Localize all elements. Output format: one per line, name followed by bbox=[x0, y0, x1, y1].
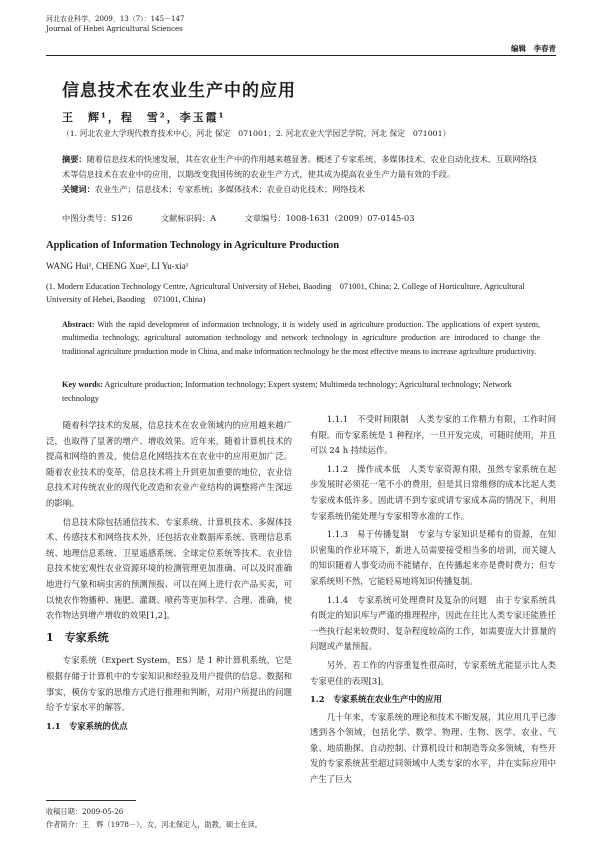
left-column bbox=[46, 418, 292, 736]
english-keywords bbox=[62, 378, 540, 406]
intro-paragraph-1: 随着科学技术的发展，信息技术在农业领域内的应用越来越广泛，也取得了显著的增产、增收效果。近年来，随着计算机技术的提高和网络的普及，使信息化网络技术在农业中的应用更加广泛。随着农业技术的变革，信息技术将上升到更加重要的地位，农业信息技术对传统农业的现代化改造和农业产业结构的调整将产生深远的影响。 bbox=[46, 420, 292, 508]
journal-citation: 河北农业科学，2009，13（7）：145－147 bbox=[46, 15, 185, 23]
english-keywords-label: Key words: bbox=[62, 380, 103, 389]
abstract-cn bbox=[62, 152, 540, 197]
author-list: 王 辉¹，程 雪²，李玉霞¹ bbox=[62, 111, 226, 124]
footnote bbox=[46, 800, 292, 831]
journal-english-name: Journal of Hebei Agricultural Sciences bbox=[46, 25, 183, 33]
paragraph-1-1-3: 1.1.3 易于传播复制 专家与专家知识是稀有的资源，在知识密集的作业环境下，新进人员需要接受相当多的培训，而关键人的知识随着人事变动而不能储存，在传播起来亦是费时费力；但专家系统则不然，它能轻易地将知识传播复制。 bbox=[310, 529, 556, 586]
editor-credit: 编辑 李春青 bbox=[511, 44, 556, 53]
abstract-cn-label: 摘要： bbox=[62, 154, 87, 164]
intro-paragraph-2: 信息技术除包括通信技术、专家系统、计算机技术、多媒体技术、传感技术和网络技术外，还包括农业数据库系统、管理信息系统、地理信息系统、卫星遥感系统、全球定位系统等技术。农业信息技术使宏观性农业资源环境的检测管理更加准确、可以及时准确地进行气象和病虫害的预测预报、可以在网上进行农产品买卖，可以使农作物播种、施肥、灌溉、喷药等更加科学、合理、准确，使农作物达到增产增收的效果[1,2]。 bbox=[46, 516, 292, 621]
right-column bbox=[310, 412, 556, 791]
paragraph-additional: 另外，若工作的内容重复性很高时，专家系统尤能显示比人类专家更佳的表现[3]。 bbox=[310, 659, 556, 686]
classification-meta bbox=[62, 213, 440, 224]
paragraph-1-1-1: 1.1.1 不受时间限制 人类专家的工作精力有限，工作时间有限。而专家系统是 1 种程序，一旦开发完成，可随时使用，并且可以 24 h 持续运作。 bbox=[310, 414, 556, 456]
english-abstract bbox=[62, 318, 540, 358]
paragraph-1-1-2: 1.1.2 操作成本低 人类专家资源有限，虽然专家系统在起步发展时必须花一笔不小的费用，但是其日常维修的成本比起人类专家成本低许多。因此请不到专家或请专家成本高的情况下，利用专家系统仍能处理与专家相等水准的工作。 bbox=[310, 463, 556, 521]
affiliation: （1. 河北农业大学现代教育技术中心，河北 保定 071001；2. 河北农业大学园艺学院，河北 保定 071001） bbox=[62, 129, 451, 138]
english-title: Application of Information Technology in Agriculture Production bbox=[46, 240, 340, 251]
subsection-heading-advantages: 1.1 专家系统的优点 bbox=[46, 720, 128, 731]
subsection-heading-application: 1.2 专家系统在农业生产中的应用 bbox=[310, 694, 442, 705]
expert-system-paragraph: 专家系统（Expert System，ES）是 1 种计算机系统，它是根据存储于计算机中的专家知识和经验及用户提供的信息、数据和事实，模仿专家的思维方式进行推理和判断，对用户所提出的问题给予专家水平的解答。 bbox=[46, 655, 292, 713]
clc-number: 中图分类号：S126 bbox=[62, 213, 133, 223]
english-abstract-label: Abstract: bbox=[62, 320, 95, 329]
section-heading-expert-system: 1 专家系统 bbox=[46, 630, 109, 644]
paragraph-1-1-4: 1.1.4 专家系统可处理费时及复杂的问题 由于专家系统具有既定的知识库与严谨的推理程序，因此在往比人类专家还能胜任一些执行起来较费时、复杂程度较高的工作，如需要庞大计算量的问题或产量预报。 bbox=[310, 594, 556, 652]
author-bio: 作者简介：王 辉（1978－），女，河北保定人，助教，硕士在读。 bbox=[46, 820, 262, 829]
keywords-cn-label: 关键词： bbox=[62, 184, 95, 194]
header-rule bbox=[46, 55, 556, 56]
keywords-cn-text: 农业生产；信息技术；专家系统；多媒体技术；农业自动化技术；网络技术 bbox=[94, 184, 365, 194]
footnote-rule bbox=[46, 800, 136, 801]
english-authors: WANG Hui¹, CHENG Xue², LI Yu-xia¹ bbox=[46, 261, 189, 271]
article-number: 文章编号：1008-1631（2009）07-0145-03 bbox=[244, 213, 415, 223]
english-keywords-text: Agriculture production; Information technology; Expert system; Multimeda technology; Agricultural technology; Network technology bbox=[62, 380, 512, 403]
paragraph-1-2: 几十年来，专家系统的理论和技术不断发展，其应用几乎已渗透到各个领域，包括化学、数学、物理、生物、医学、农业、气象、地质勘探、自动控制、计算机设计和制造等众多领域，有些开发的专家系统甚至超过同领域中人类专家的水平，并在实际应用中产生了巨大 bbox=[310, 711, 556, 785]
journal-header bbox=[46, 14, 556, 53]
received-date: 收稿日期：2009-05-26 bbox=[46, 807, 124, 816]
document-code: 文献标识码：A bbox=[160, 213, 217, 223]
english-affiliation: (1. Modern Education Technology Centre, Agricultural University of Hebei, Baoding 071001, China; 2. College of Horticulture, Agricultural University of Hebei, Baoding 071001, China) bbox=[46, 282, 525, 304]
paper-title: 信息技术在农业生产中的应用 bbox=[62, 81, 296, 101]
abstract-cn-text: 随着信息技术的快速发展，其在农业生产中的作用越来越显著。概述了专家系统、多媒体技术、农业自动化技术、互联网络技术等信息技术在农业中的应用，以期改变我国传统的农业生产方式，使其成为提高农业生产力最有效的手段。 bbox=[62, 154, 537, 179]
english-abstract-text: With the rapid development of information technology, it is widely used in agriculture production. The applications of expert system, multimedia technology, agricultural automation technology and network technology in agriculture production are introduced to change the traditional agriculture production mode in China, and make information technology be the most effective means to increase agriculture productivity. bbox=[62, 320, 540, 356]
